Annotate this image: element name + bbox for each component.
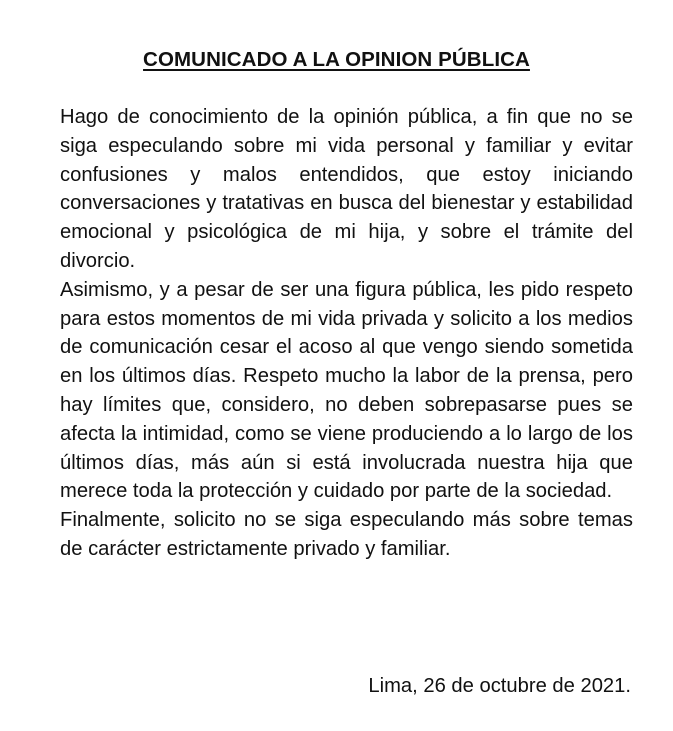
page-title [0,47,673,73]
paragraph-1: Hago de conocimiento de la opinión pública, a fin que no se siga especulando sobre mi vida personal y familiar y evitar confusiones y malos entendidos, que estoy iniciando conversaciones y tratativas en busca del bienestar y estabilidad emocional y psicológica de mi hija, y sobre el trámite del divorcio. [60,106,633,272]
page-title-text: COMUNICADO A LA OPINION PÚBLICA [143,48,530,71]
paragraph-2: Asimismo, y a pesar de ser una figura pública, les pido respeto para estos momentos de mi vida privada y solicito a los medios de comunicación cesar el acoso al que vengo siendo sometida en los últimos días. Respeto mucho la labor de la prensa, pero hay límites que, considero, no deben sobrepasarse pues se afecta la intimidad, como se viene produciendo a lo largo de los últimos días, más aún si está involucrada nuestra hija que merece toda la protección y cuidado por parte de la sociedad. [60,278,633,503]
document-body [60,103,633,564]
place-and-date: Lima, 26 de octubre de 2021. [368,675,631,697]
paragraph-3: Finalmente, solicito no se siga especulando más sobre temas de carácter estrictamente privado y familiar. [60,509,633,560]
